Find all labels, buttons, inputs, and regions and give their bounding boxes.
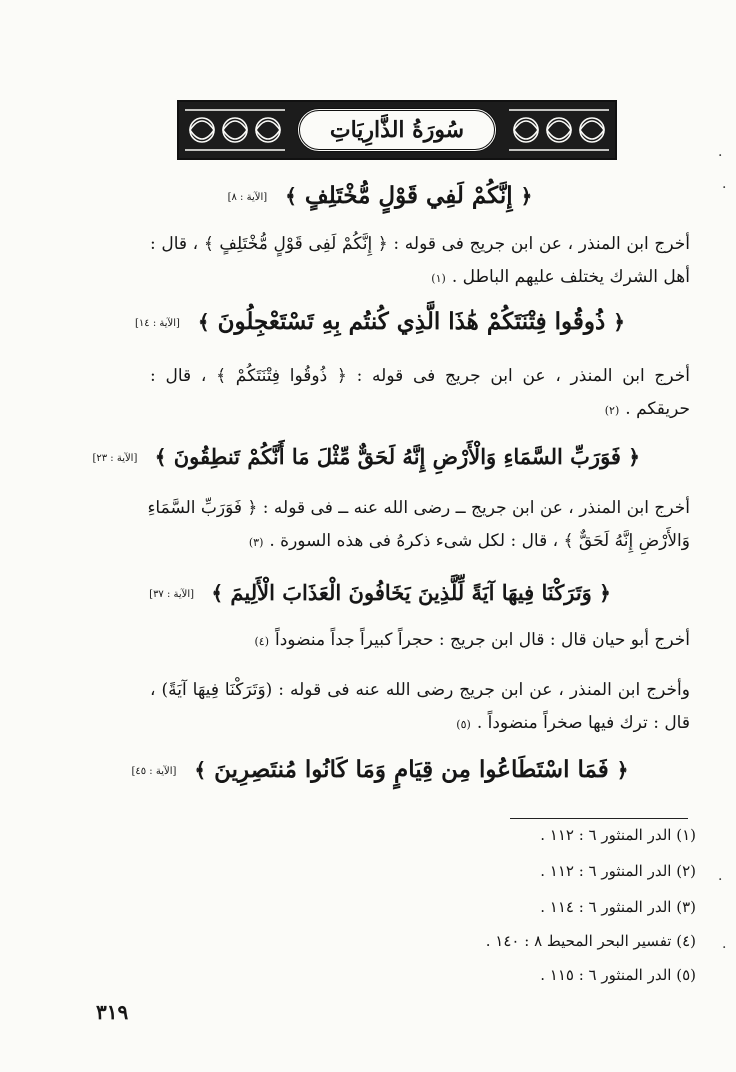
para-line: أخرج ابن المنذر ، عن ابن جريج فى قوله : ﴿ ذُوقُوا فِتْنَتَكُمْ ﴾ ، قال :: [150, 366, 690, 386]
bracket-open: ﴿: [628, 445, 640, 469]
footnote-3: (٣) الدر المنثور ٦ : ١١٤ .: [540, 898, 696, 916]
ayah-ref: [الآية : ٣٧]: [149, 589, 195, 600]
ornament-right-icon: [509, 107, 609, 153]
ayah-text: وَتَرَكْنَا فِيهَا آيَةً لِّلَّذِينَ يَخَافُونَ الْعَذَابَ الْأَلِيمَ: [230, 580, 592, 605]
para-line: أخرج أبو حيان قال : قال ابن جريج : حجراً كبيراً جداً منضوداً(٤): [254, 630, 690, 650]
bracket-open: ﴿: [616, 758, 629, 782]
paragraph-2: [150, 360, 690, 427]
ayah-ref: [الآية : ٤٥]: [131, 765, 177, 777]
footnote-2: (٢) الدر المنثور ٦ : ١١٢ .: [540, 862, 696, 880]
para-line: قال : ترك فيها صخراً منضوداً .(٥): [456, 713, 690, 733]
bracket-close: ﴾: [194, 758, 207, 782]
scan-speck: ·: [718, 148, 723, 164]
footnote-ref: (٤): [254, 635, 270, 648]
ayah-text: فَوَرَبِّ السَّمَاءِ وَالْأَرْضِ إِنَّهُ لَحَقٌّ مِّثْلَ مَا أَنَّكُمْ تَنطِقُونَ: [173, 444, 621, 469]
bracket-open: ﴿: [613, 310, 625, 334]
bracket-open: ﴿: [520, 184, 533, 208]
para-line: وَالأَرْضِ إِنَّهُ لَحَقٌّ ﴾ ، قال : لكل شىء ذكرهُ فى هذه السورة .(٣): [248, 531, 690, 551]
surah-title-banner: [177, 100, 617, 160]
footnote-ref: (٣): [248, 536, 264, 549]
scan-speck: ·: [722, 940, 727, 956]
ayah-text: ذُوقُوا فِتْنَتَكُمْ هَٰذَا الَّذِي كُنتُم بِهِ تَسْتَعْجِلُونَ: [217, 308, 606, 335]
ayah-ref: [الآية : ٢٣]: [92, 453, 138, 464]
bracket-close: ﴾: [197, 310, 210, 334]
paragraph-1: [150, 228, 690, 295]
surah-title: سُورَةُ الذَّارِيَاتِ: [297, 108, 497, 152]
para-line: حريقكم .(٢): [604, 399, 690, 419]
paragraph-4: [150, 624, 690, 658]
footnote-divider: [510, 818, 688, 819]
scan-speck: ·: [722, 180, 727, 196]
footnote-ref: (١): [431, 272, 446, 285]
footnote-ref: (٢): [604, 404, 620, 417]
footnote-1: (١) الدر المنثور ٦ : ١١٢ .: [540, 826, 696, 844]
page-number: ٣١٩: [96, 1000, 129, 1024]
ayah-45: [120, 756, 640, 783]
scan-speck: ·: [718, 872, 723, 888]
para-line: وأخرج ابن المنذر ، عن ابن جريج رضى الله عنه فى قوله : (وَتَرَكْنَا فِيهَا آيَةً) ،: [150, 680, 690, 700]
para-line: أخرج ابن المنذر ، عن ابن جريج ــ رضى الله عنه ــ فى قوله : ﴿ فَوَرَبِّ السَّمَاءِ: [147, 498, 690, 518]
ayah-ref: [الآية : ١٤]: [134, 317, 180, 329]
ayah-text: إِنَّكُمْ لَفِي قَوْلٍ مُّخْتَلِفٍ: [304, 182, 513, 209]
ayah-37: [120, 580, 640, 605]
ornament-left-icon: [185, 107, 285, 153]
ayah-text: فَمَا اسْتَطَاعُوا مِن قِيَامٍ وَمَا كَانُوا مُنتَصِرِينَ: [214, 756, 609, 783]
paragraph-3: [147, 492, 690, 559]
para-line: أهل الشرك يختلف عليهم الباطل .(١): [431, 267, 690, 287]
bracket-close: ﴾: [211, 581, 224, 605]
bracket-open: ﴿: [599, 581, 611, 605]
ayah-23: [92, 444, 640, 469]
footnote-4: (٤) تفسير البحر المحيط ٨ : ١٤٠ .: [485, 932, 696, 950]
ayah-14: [120, 308, 640, 335]
bracket-close: ﴾: [154, 445, 167, 469]
ayah-ref: [الآية : ٨]: [227, 191, 268, 203]
bracket-close: ﴾: [285, 184, 297, 208]
para-line: أخرج ابن المنذر ، عن ابن جريج فى قوله : ﴿ إِنَّكُمْ لَفِى قَوْلٍ مُّخْتَلِفٍ ﴾ ، قال :: [150, 234, 690, 254]
ayah-8: [120, 182, 640, 209]
footnote-5: (٥) الدر المنثور ٦ : ١١٥ .: [540, 966, 696, 984]
footnote-ref: (٥): [456, 718, 471, 731]
paragraph-5: [150, 674, 690, 741]
